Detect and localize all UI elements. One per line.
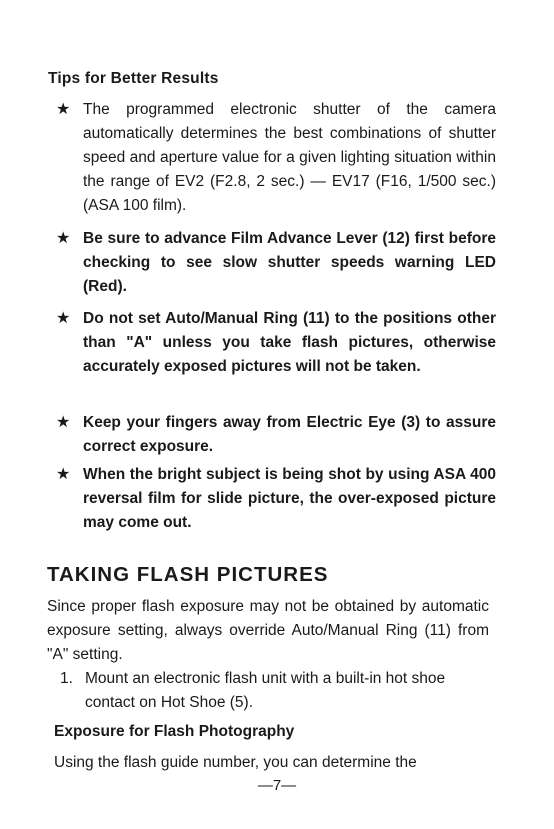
tip-item — [56, 227, 496, 299]
step-text: Mount an electronic flash unit with a built-in hot shoe contact on Hot Shoe (5). — [85, 670, 446, 711]
star-bullet-icon: ★ — [56, 230, 71, 247]
star-bullet-icon: ★ — [56, 414, 71, 431]
tip-item — [56, 307, 496, 379]
page-number: —7— — [257, 777, 297, 794]
subheading: Exposure for Flash Photography — [54, 723, 295, 740]
body-paragraph: Using the flash guide number, you can determine the — [54, 754, 417, 771]
tip-text: The programmed electronic shutter of the camera automatically determines the best combinations of shutter speed and aperture value for a given lighting situation within the range of EV2 (F2.8, 2 sec.) — EV17 (F16, 1/500 sec.) (ASA 100 film). — [83, 101, 496, 214]
tip-text: Be sure to advance Film Advance Lever (12) first before checking to see slow shutter speeds warning LED (Red). — [83, 230, 496, 295]
star-bullet-icon: ★ — [56, 466, 71, 483]
tips-heading: Tips for Better Results — [48, 70, 219, 87]
step-number: 1. — [60, 670, 73, 687]
tip-text: When the bright subject is being shot by using ASA 400 reversal film for slide picture, the over-exposed picture may come out. — [83, 466, 496, 531]
section-title: TAKING FLASH PICTURES — [47, 563, 329, 586]
step-item — [60, 667, 490, 715]
tip-item — [56, 98, 496, 218]
tip-item — [56, 411, 496, 459]
tip-text: Do not set Auto/Manual Ring (11) to the positions other than "A" unless you take flash pictures, otherwise accurately exposed pictures will not be taken. — [83, 310, 496, 375]
section-intro: Since proper flash exposure may not be obtained by automatic exposure setting, always override Auto/Manual Ring (11) from "A" setting. — [47, 598, 489, 663]
tip-text: Keep your fingers away from Electric Eye (3) to assure correct exposure. — [83, 414, 496, 455]
star-bullet-icon: ★ — [56, 310, 71, 327]
tip-item — [56, 463, 496, 535]
star-bullet-icon: ★ — [56, 101, 71, 118]
